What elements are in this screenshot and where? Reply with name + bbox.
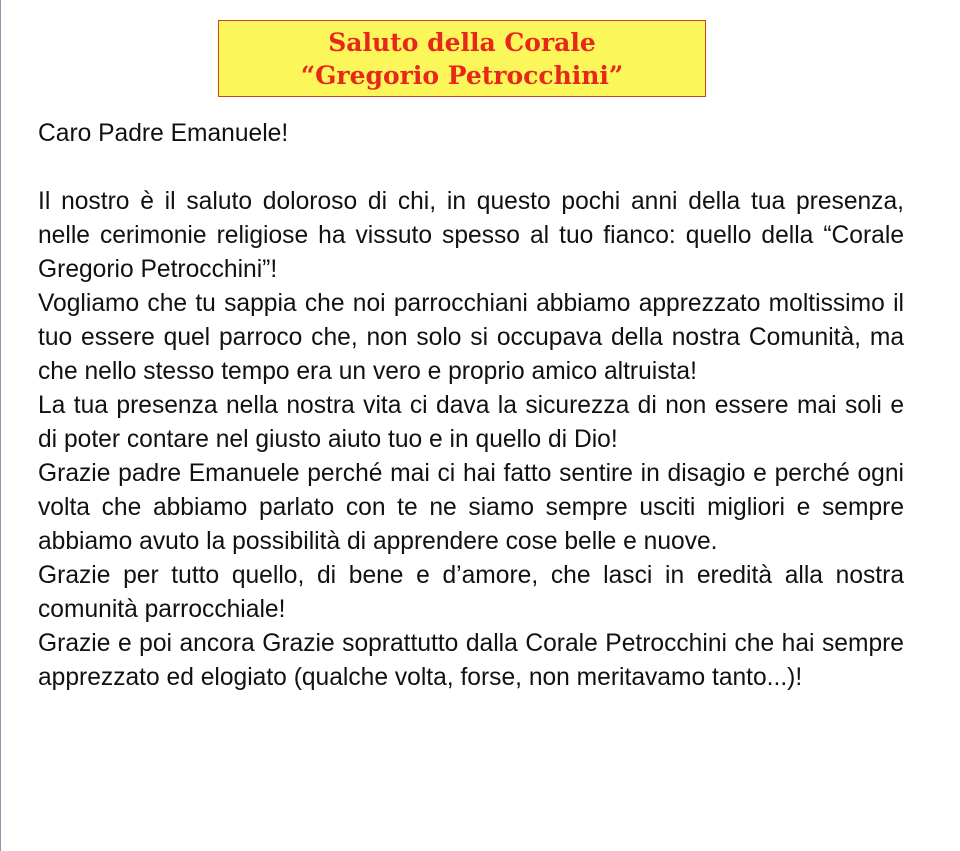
letter-body <box>38 117 904 695</box>
paragraph-appreciation: Vogliamo che tu sappia che noi parrocchiani abbiamo apprezzato moltissimo il tuo essere quel parroco che, non solo si occupava della nostra Comunità, ma che nello stesso tempo era un vero e proprio amico altruista! <box>38 290 904 385</box>
title-line-2: “Gregorio Petrocchini” <box>300 60 624 90</box>
title-line-1: Saluto della Corale <box>328 27 596 57</box>
paragraph-farewell: Il nostro è il saluto doloroso di chi, in questo pochi anni della tua presenza, nelle cerimonie religiose ha vissuto spesso al tuo fianco: quello della “Corale Gregorio Petrocchini”! <box>38 188 904 283</box>
paragraph-legacy: Grazie per tutto quello, di bene e d’amore, che lasci in eredità alla nostra comunità parrocchiale! <box>38 562 904 623</box>
title-box <box>218 20 706 97</box>
paragraph-presence: La tua presenza nella nostra vita ci dava la sicurezza di non essere mai soli e di poter contare nel giusto aiuto tuo e in quello di Dio! <box>38 392 904 453</box>
page-edge-rule <box>0 0 1 851</box>
paragraph-closing: Grazie e poi ancora Grazie soprattutto dalla Corale Petrocchini che hai sempre apprezzato ed elogiato (qualche volta, forse, non meritavamo tanto...)! <box>38 630 904 691</box>
salutation: Caro Padre Emanuele! <box>38 120 289 147</box>
paragraph-thanks: Grazie padre Emanuele perché mai ci hai fatto sentire in disagio e perché ogni volta che abbiamo parlato con te ne siamo sempre usciti migliori e sempre abbiamo avuto la possibilità di apprendere cose belle e nuove. <box>38 460 904 555</box>
